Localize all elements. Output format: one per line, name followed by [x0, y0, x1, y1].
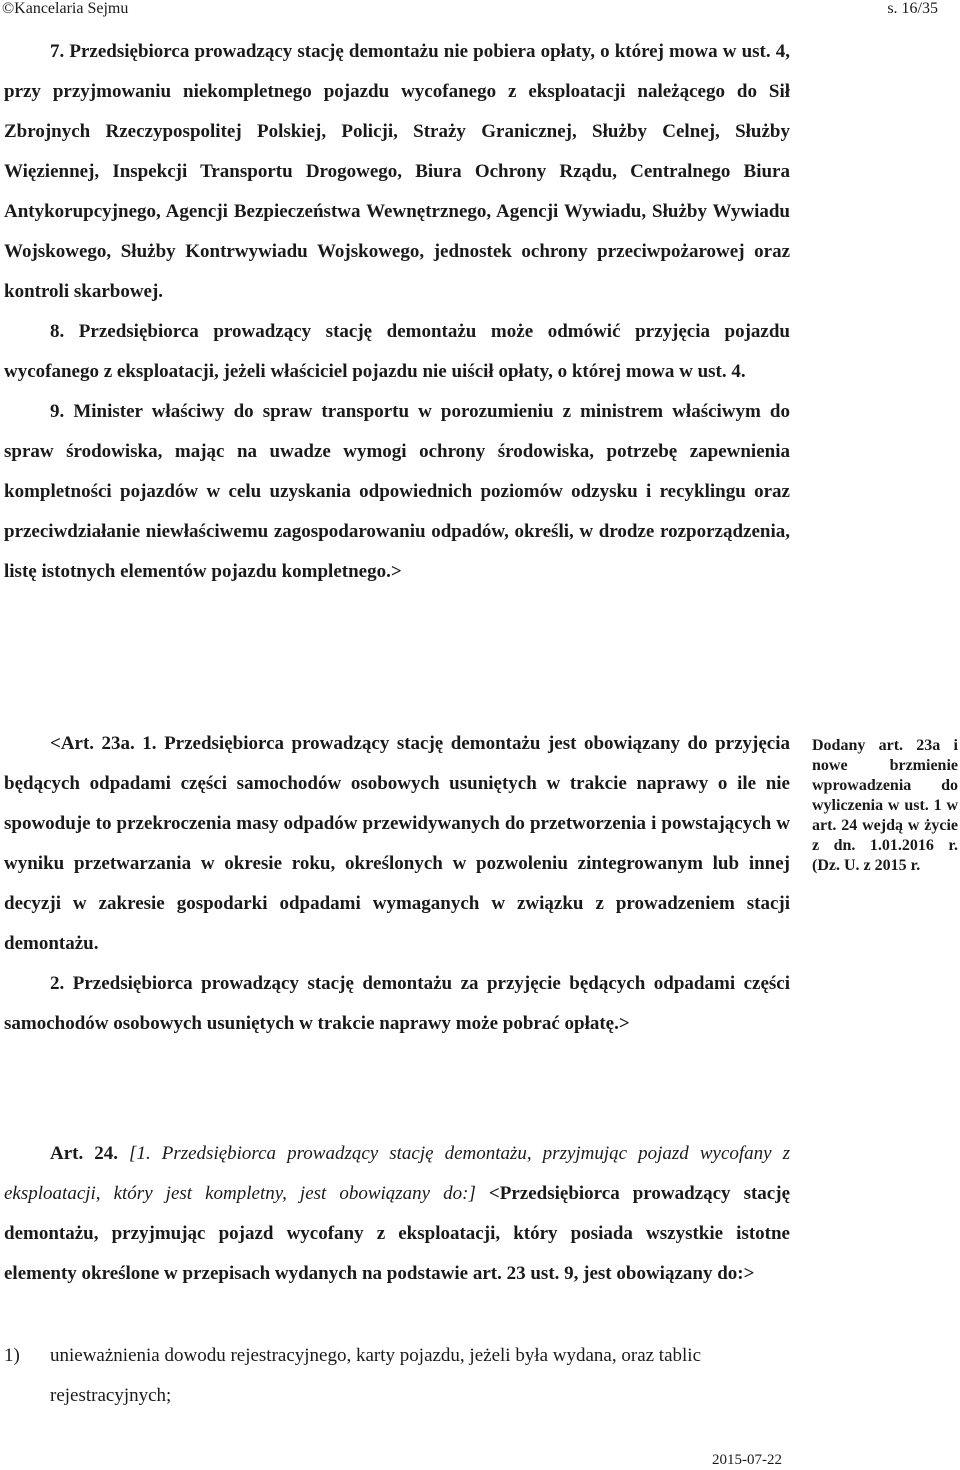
article-24-new-text: <Przedsiębiorca prowadzący stację demontażu, przyjmując pojazd wycofany z eksploatacji, który posiada wszystkie istotne elementy określone w przepisach wydanych na podstawie art. 23 ust. 9, jest obowiązany do:>: [4, 1183, 791, 1284]
list-item: [4, 1336, 790, 1416]
article-24-paragraph-1: [4, 1134, 790, 1294]
footer-date: 2015-07-22: [712, 1452, 782, 1468]
paragraph-8: 8. Przedsiębiorca prowadzący stację demontażu może odmówić przyjęcia pojazdu wycofanego z eksploatacji, jeżeli właściciel pojazdu nie uiścił opłaty, o której mowa w ust. 4.: [4, 321, 790, 382]
paragraph-7: 7. Przedsiębiorca prowadzący stację demontażu nie pobiera opłaty, o której mowa w ust. 4, przy przyjmowaniu niekompletnego pojazdu wycofanego z eksploatacji należącego do Sił Zbrojnych Rzeczypospolitej Polskiej, Policji, Straży Granicznej, Służby Celnej, Służby Więziennej, Inspekcji Transportu Drogowego, Biura Ochrony Rządu, Centralnego Biura Antykorupcyjnego, Agencji Bezpieczeństwa Wewnętrznego, Agencji Wywiadu, Służby Wywiadu Wojskowego, Służby Kontrwywiadu Wojskowego, jednostek ochrony przeciwpożarowej oraz kontroli skarbowej.: [4, 41, 790, 302]
margin-note: Dodany art. 23a i nowe brzmienie wprowadzenia do wyliczenia w ust. 1 w art. 24 wejdą w życie z dn. 1.01.2016 r. (Dz. U. z 2015 r.: [812, 737, 958, 874]
article-24-old-text: [1. Przedsiębiorca prowadzący stację demontażu, przyjmując pojazd wycofany z eksploatacji, który jest kompletny, jest obowiązany do:]: [4, 1143, 791, 1204]
article-24-label: Art. 24.: [50, 1143, 130, 1164]
body-column: [4, 32, 790, 592]
paragraph-9: 9. Minister właściwy do spraw transportu w porozumieniu z ministrem właściwym do spraw środowiska, mając na uwadze wymogi ochrony środowiska, potrzebę zapewnienia kompletności pojazdów w celu uzyskania odpowiednich poziomów odzysku i recyklingu oraz przeciwdziałanie niewłaściwemu zagospodarowaniu odpadów, określi, w drodze rozporządzenia, listę istotnych elementów pojazdu kompletnego.>: [4, 401, 790, 582]
article-23a: [4, 724, 790, 1044]
article-23a-paragraph-2: 2. Przedsiębiorca prowadzący stację demontażu za przyjęcie będących odpadami części samochodów osobowych usuniętych w trakcie naprawy może pobrać opłatę.>: [4, 973, 790, 1034]
list-item-text: unieważnienia dowodu rejestracyjnego, karty pojazdu, jeżeli była wydana, oraz tablic rejestracyjnych;: [50, 1345, 702, 1406]
page-header: [2, 0, 938, 18]
header-source: ©Kancelaria Sejmu: [2, 0, 129, 17]
article-23a-paragraph-1: <Art. 23a. 1. Przedsiębiorca prowadzący stację demontażu jest obowiązany do przyjęcia będących odpadami części samochodów osobowych usuniętych w trakcie naprawy o ile nie spowoduje to przekroczenia masy odpadów przewidywanych do przetworzenia i powstających w wyniku przetwarzania w okresie roku, określonych w pozwoleniu zintegrowanym lub innej decyzji w zakresie gospodarki odpadami wymaganych w związku z prowadzeniem stacji demontażu.: [4, 733, 790, 954]
list-item-number: 1): [4, 1345, 20, 1366]
article-24: [4, 1134, 790, 1294]
page-number: s. 16/35: [887, 0, 938, 17]
